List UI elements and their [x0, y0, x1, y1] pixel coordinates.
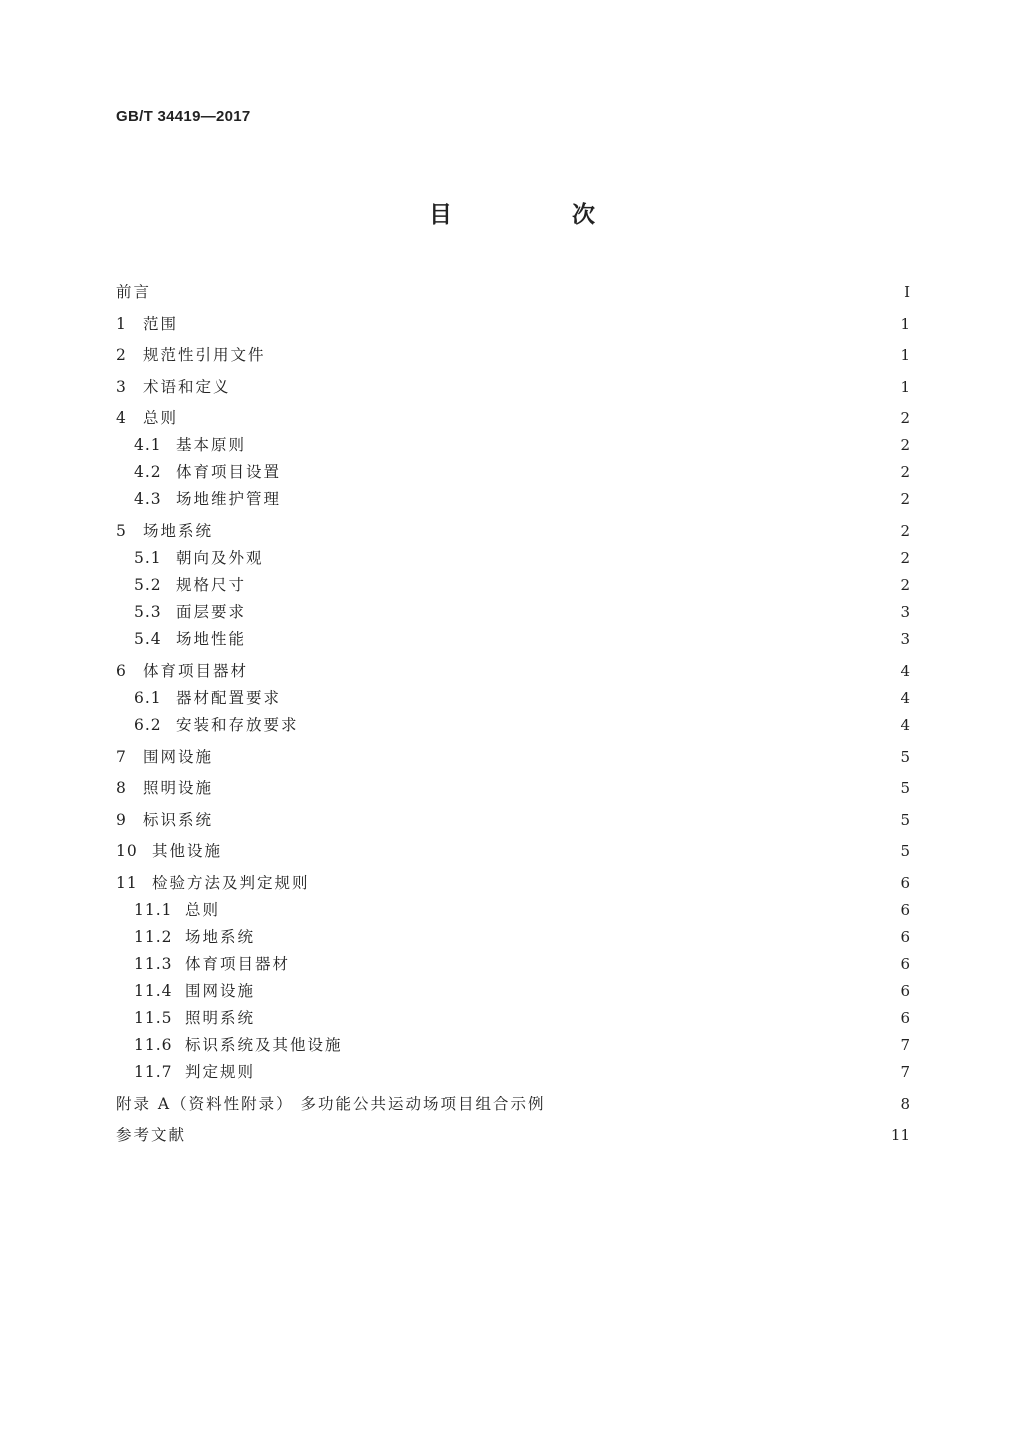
- toc-entry-heading: [134, 1034, 343, 1056]
- toc-leader-dots: [221, 520, 894, 542]
- toc-entry-page-number: 6: [900, 982, 910, 1000]
- toc-entry-number: 8: [116, 779, 127, 797]
- toc-entry[interactable]: [116, 1093, 910, 1115]
- toc-entry-title: 场地系统: [185, 928, 256, 946]
- page-title: 目 次: [428, 202, 651, 228]
- toc-entry-title: 体育项目器材: [185, 955, 291, 973]
- toc-entry[interactable]: [116, 407, 910, 429]
- toc-entry[interactable]: [116, 281, 910, 303]
- toc-entry-title: 场地系统: [143, 522, 214, 540]
- toc-entry-heading: [134, 547, 264, 569]
- toc-entry[interactable]: [116, 313, 910, 335]
- toc-leader-dots: [239, 376, 895, 398]
- toc-leader-dots: [256, 660, 894, 682]
- toc-entry-heading: [134, 980, 255, 1002]
- toc-leader-dots: [263, 1061, 894, 1083]
- toc-entry-title: 前言: [116, 283, 152, 301]
- toc-entry-number: 11.2: [134, 928, 173, 946]
- toc-entry-number: 4.1: [134, 436, 162, 454]
- toc-entry-title: 面层要求: [176, 603, 247, 621]
- toc-entry-heading: [134, 461, 281, 483]
- toc-entry-heading: [134, 488, 281, 510]
- toc-entry-heading: [134, 574, 246, 596]
- toc-entry[interactable]: [116, 628, 910, 650]
- toc-leader-dots: [194, 1124, 885, 1146]
- toc-entry-number: 11.1: [134, 901, 173, 919]
- toc-entry-number: 5.2: [134, 576, 162, 594]
- toc-entry-number: 6: [116, 662, 127, 680]
- toc-entry-title: 参考文献: [116, 1126, 187, 1144]
- toc-entry-number: 11.3: [134, 955, 173, 973]
- toc-entry-page-number: 6: [900, 1009, 910, 1027]
- toc-entry-heading: [134, 601, 246, 623]
- toc-leader-dots: [221, 809, 894, 831]
- toc-leader-dots: [228, 899, 894, 921]
- toc-entry-title: 围网设施: [185, 982, 256, 1000]
- toc-leader-dots: [254, 574, 894, 596]
- toc-entry-heading: [116, 376, 231, 398]
- toc-leader-dots: [351, 1034, 895, 1056]
- toc-entry[interactable]: [116, 376, 910, 398]
- table-of-contents: [116, 0, 910, 1449]
- toc-entry-number: 4.2: [134, 463, 162, 481]
- toc-entry-number: 11.4: [134, 982, 173, 1000]
- toc-entry-page-number: 2: [900, 522, 910, 540]
- toc-entry-title: 其他设施: [152, 842, 223, 860]
- toc-entry-number: 4.3: [134, 490, 162, 508]
- toc-entry-title: 体育项目设置: [176, 463, 282, 481]
- toc-entry-number: 11: [116, 874, 138, 892]
- toc-entry-heading: [116, 313, 178, 335]
- toc-leader-dots: [254, 628, 894, 650]
- toc-entry[interactable]: [116, 746, 910, 768]
- toc-entry-number: 7: [116, 748, 127, 766]
- toc-entry-heading: [116, 1093, 546, 1115]
- toc-entry-heading: [134, 1061, 255, 1083]
- toc-entry-heading: [134, 687, 281, 709]
- toc-entry-number: 5.1: [134, 549, 162, 567]
- toc-entry[interactable]: [116, 809, 910, 831]
- toc-entry-title: 安装和存放要求: [176, 716, 299, 734]
- toc-entry-heading: [134, 926, 255, 948]
- toc-entry-number: 3: [116, 378, 127, 396]
- toc-leader-dots: [254, 434, 894, 456]
- toc-entry[interactable]: [116, 980, 910, 1002]
- toc-entry-page-number: 2: [900, 409, 910, 427]
- toc-entry[interactable]: [116, 840, 910, 862]
- toc-entry[interactable]: [116, 601, 910, 623]
- toc-entry-heading: [116, 281, 151, 303]
- toc-leader-dots: [289, 687, 894, 709]
- toc-entry-number: 2: [116, 346, 127, 364]
- toc-entry-heading: [116, 777, 213, 799]
- toc-entry-heading: [116, 344, 266, 366]
- toc-entry-page-number: 2: [900, 463, 910, 481]
- toc-entry-page-number: 5: [900, 811, 910, 829]
- toc-entry-number: 6.2: [134, 716, 162, 734]
- toc-entry-number: 11.5: [134, 1009, 173, 1027]
- toc-entry-heading: [116, 407, 178, 429]
- toc-entry-title: 照明设施: [143, 779, 214, 797]
- toc-entry-number: 6.1: [134, 689, 162, 707]
- toc-entry-heading: [134, 899, 220, 921]
- toc-entry-title: 基本原则: [176, 436, 247, 454]
- toc-leader-dots: [186, 313, 894, 335]
- toc-entry[interactable]: [116, 687, 910, 709]
- toc-leader-dots: [298, 953, 894, 975]
- toc-entry-heading: [116, 809, 213, 831]
- toc-entry-number: 5: [116, 522, 127, 540]
- toc-entry-heading: [116, 746, 213, 768]
- toc-entry-heading: [116, 872, 310, 894]
- toc-leader-dots: [254, 601, 894, 623]
- toc-entry-page-number: 3: [900, 630, 910, 648]
- toc-entry-page-number: 1: [900, 315, 910, 333]
- toc-leader-dots: [289, 488, 894, 510]
- toc-entry-page-number: 6: [900, 928, 910, 946]
- toc-entry-heading: [134, 1007, 255, 1029]
- toc-entry-number: 4: [116, 409, 127, 427]
- toc-entry-title: 标识系统及其他设施: [185, 1036, 343, 1054]
- toc-entry-page-number: 6: [900, 955, 910, 973]
- toc-leader-dots: [186, 407, 894, 429]
- toc-entry[interactable]: [116, 926, 910, 948]
- toc-entry[interactable]: [116, 953, 910, 975]
- toc-leader-dots: [263, 1007, 894, 1029]
- toc-entry-page-number: 8: [900, 1095, 910, 1113]
- toc-entry-page-number: 1: [900, 378, 910, 396]
- toc-entry[interactable]: [116, 777, 910, 799]
- toc-entry-heading: [116, 660, 248, 682]
- toc-leader-dots: [263, 980, 894, 1002]
- toc-entry-number: 1: [116, 315, 127, 333]
- toc-entry-number: 11.6: [134, 1036, 173, 1054]
- toc-leader-dots: [554, 1093, 895, 1115]
- toc-entry-number: 5.4: [134, 630, 162, 648]
- toc-entry[interactable]: [116, 574, 910, 596]
- toc-leader-dots: [272, 547, 895, 569]
- toc-entry-page-number: 5: [900, 748, 910, 766]
- toc-entry-title: 判定规则: [185, 1063, 256, 1081]
- toc-entry-heading: [134, 953, 290, 975]
- toc-entry-number: 9: [116, 811, 127, 829]
- toc-entry-page-number: 4: [900, 689, 910, 707]
- toc-entry-title: 附录 A（资料性附录） 多功能公共运动场项目组合示例: [116, 1095, 546, 1113]
- toc-entry[interactable]: [116, 461, 910, 483]
- toc-entry-title: 标识系统: [143, 811, 214, 829]
- toc-entry-page-number: 6: [900, 874, 910, 892]
- toc-entry-page-number: 11: [890, 1126, 910, 1144]
- toc-leader-dots: [221, 777, 894, 799]
- toc-leader-dots: [289, 461, 894, 483]
- toc-entry-page-number: 5: [900, 842, 910, 860]
- toc-entry-title: 术语和定义: [143, 378, 231, 396]
- toc-entry-heading: [134, 628, 246, 650]
- toc-entry[interactable]: [116, 1007, 910, 1029]
- toc-leader-dots: [263, 926, 894, 948]
- toc-entry-title: 场地性能: [176, 630, 247, 648]
- toc-entry-heading: [116, 520, 213, 542]
- toc-entry-title: 照明系统: [185, 1009, 256, 1027]
- toc-entry[interactable]: [116, 1061, 910, 1083]
- toc-entry-title: 规格尺寸: [176, 576, 247, 594]
- toc-entry-title: 器材配置要求: [176, 689, 282, 707]
- toc-leader-dots: [221, 746, 894, 768]
- toc-entry-title: 总则: [143, 409, 179, 427]
- toc-leader-dots: [274, 344, 895, 366]
- toc-entry[interactable]: [116, 344, 910, 366]
- toc-entry[interactable]: [116, 1034, 910, 1056]
- toc-entry-page-number: 2: [900, 436, 910, 454]
- toc-entry-page-number: 1: [900, 346, 910, 364]
- toc-entry-title: 场地维护管理: [176, 490, 282, 508]
- toc-entry-title: 总则: [185, 901, 221, 919]
- toc-entry-title: 朝向及外观: [176, 549, 264, 567]
- toc-entry-heading: [134, 714, 299, 736]
- toc-entry[interactable]: [116, 1124, 910, 1146]
- toc-entry-page-number: 3: [900, 603, 910, 621]
- toc-entry[interactable]: [116, 872, 910, 894]
- toc-entry[interactable]: [116, 520, 910, 542]
- toc-entry-page-number: 4: [900, 716, 910, 734]
- toc-entry-number: 11.7: [134, 1063, 173, 1081]
- toc-leader-dots: [318, 872, 895, 894]
- toc-entry-heading: [134, 434, 246, 456]
- toc-leader-dots: [307, 714, 895, 736]
- toc-entry-heading: [116, 840, 222, 862]
- toc-entry-page-number: 4: [900, 662, 910, 680]
- document-code: GB/T 34419—2017: [116, 108, 251, 125]
- toc-entry-page-number: Ⅰ: [904, 283, 910, 301]
- toc-entry-heading: [116, 1124, 186, 1146]
- toc-entry[interactable]: [116, 899, 910, 921]
- toc-entry[interactable]: [116, 547, 910, 569]
- toc-entry[interactable]: [116, 488, 910, 510]
- toc-entry-title: 体育项目器材: [143, 662, 249, 680]
- toc-entry-page-number: 7: [900, 1063, 910, 1081]
- toc-leader-dots: [159, 281, 896, 303]
- toc-entry-title: 范围: [143, 315, 179, 333]
- toc-entry-page-number: 7: [900, 1036, 910, 1054]
- toc-entry-title: 围网设施: [143, 748, 214, 766]
- toc-entry[interactable]: [116, 714, 910, 736]
- toc-entry-page-number: 2: [900, 549, 910, 567]
- toc-entry-title: 规范性引用文件: [143, 346, 266, 364]
- toc-entry-number: 5.3: [134, 603, 162, 621]
- toc-entry-number: 10: [116, 842, 138, 860]
- toc-entry[interactable]: [116, 660, 910, 682]
- toc-entry-page-number: 6: [900, 901, 910, 919]
- toc-leader-dots: [230, 840, 894, 862]
- toc-entry-page-number: 5: [900, 779, 910, 797]
- toc-entry[interactable]: [116, 434, 910, 456]
- toc-entry-page-number: 2: [900, 490, 910, 508]
- toc-entry-page-number: 2: [900, 576, 910, 594]
- toc-entry-title: 检验方法及判定规则: [152, 874, 310, 892]
